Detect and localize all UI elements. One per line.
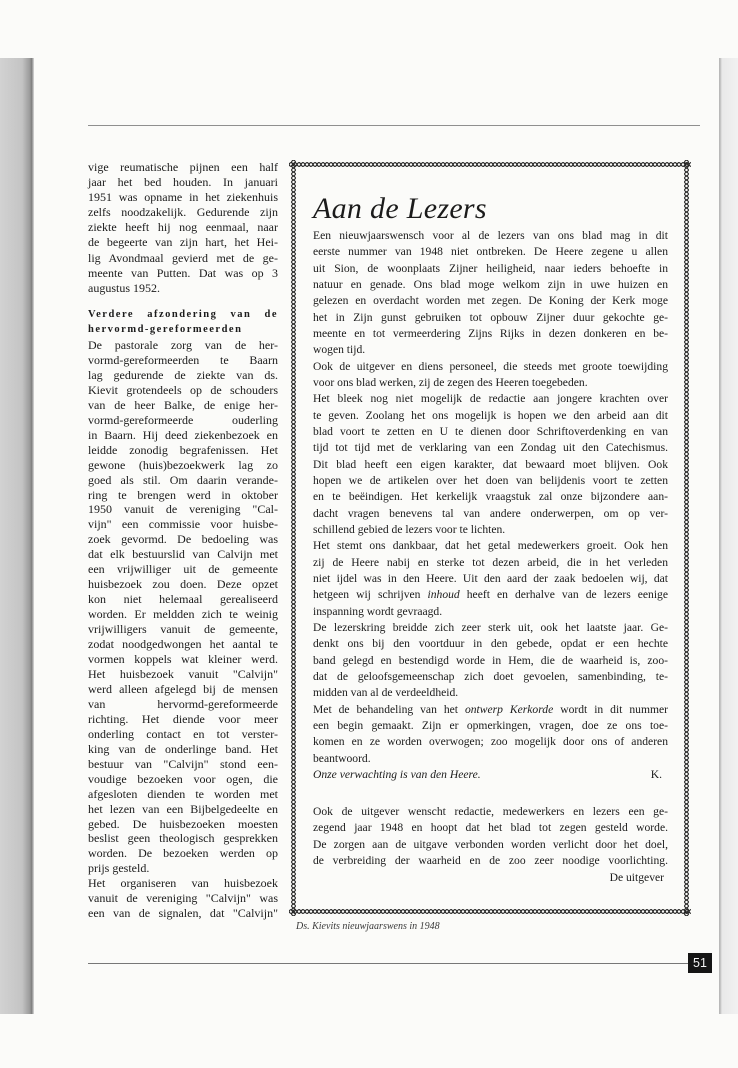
text-line: schillend gebied de lezers voor te lichten. <box>313 522 506 536</box>
text-line: onderling contact en tot verster- <box>88 726 278 741</box>
text-line: Verdere afzondering van de <box>88 309 278 320</box>
text-line: ziekte heeft hij nog eenmaal, naar <box>88 220 278 235</box>
border-right <box>682 160 691 916</box>
text-line: worden. Er meldden zich te weinig <box>88 607 278 622</box>
text-line: huisbezoek zou doen. Deze opzet <box>88 577 278 592</box>
text-line: dat elk bestuurslid van Calvijn met <box>88 547 278 562</box>
text-line: beantwoord. <box>313 751 371 765</box>
text-line: bestuur van "Calvijn" stond een- <box>88 756 278 771</box>
text-line: het in Zijn gunst gebruiken tot opbouw Zijner duur gekochte ge- <box>313 310 668 324</box>
paragraph <box>88 338 278 876</box>
text-segment: wordt in dit nummer <box>553 702 668 716</box>
figure-caption: Ds. Kievits nieuwjaarswens in 1948 <box>296 921 440 932</box>
text-line: vormd-gereformeerde ouderling <box>88 412 278 427</box>
text-line: een vrijwilliger uit de gemeente <box>88 562 278 577</box>
text-line: afgesloten dienden te worden met <box>88 786 278 801</box>
text-line: hopen we de artikelen over het doen van belijdenis voort te zetten <box>313 473 668 487</box>
publisher-note <box>313 804 668 886</box>
border-left <box>289 160 298 916</box>
text-line: niet ijdel was in den Heere. Uit den aard der zaak bedoelen wij, dat <box>313 571 668 585</box>
paragraph <box>313 228 668 359</box>
text-line: vanuit de vereniging "Calvijn" was <box>88 891 278 906</box>
closing-sentence: Onze verwachting is van den Heere. <box>313 767 481 781</box>
italic-text: ontwerp Kerkorde <box>464 702 554 716</box>
text-line <box>313 702 668 718</box>
text-line: vormen koppels wat kleiner werd. <box>88 652 278 667</box>
text-line: dacht vragen benevens tal van andere onderwerpen, om op ver- <box>313 506 668 520</box>
paragraph <box>313 620 668 702</box>
text-line: ring te brengen werd in oktober <box>88 487 278 502</box>
text-line: en te beëindigen. Het kerkelijk vraagstuk zal onze bijzondere aan- <box>313 490 668 504</box>
text-line: Het organiseren van huisbezoek <box>88 876 278 891</box>
text-line: worden. De bezoeken werden op <box>88 846 278 861</box>
text-line: augustus 1952. <box>88 280 160 295</box>
editorial-text <box>313 228 668 783</box>
text-line: Dit blad heeft een eigen karakter, dat bewaard moet blijven. Ook <box>313 457 668 471</box>
left-column-body <box>88 338 278 921</box>
text-line: king van de onderlinge band. Het <box>88 741 278 756</box>
text-line: gewone (huis)bezoekwerk lag zo <box>88 457 278 472</box>
text-line: werd alleen afgelegd bij de mensen <box>88 681 278 696</box>
text-line: Ook de uitgever en diens personeel, die steeds met groote toewijding <box>313 359 668 373</box>
text-line: voor ons blad werken, zij de zegen des Heeren toegebeden. <box>313 375 588 389</box>
editorial-paragraphs <box>313 228 668 767</box>
text-line: vijn" een commissie voor huisbe- <box>88 517 278 532</box>
text-line: Het stemt ons dankbaar, dat het getal medewerkers groeit. Ook hen <box>313 539 668 553</box>
text-line: meente van Putten. Dat was op 3 <box>88 265 278 280</box>
text-line: band gelegd en bestendigd worde in Hem, die de waarheid is, zoo- <box>313 653 668 667</box>
border-top <box>289 160 691 169</box>
text-line: de begeerte van zijn hart, het Hei- <box>88 235 278 250</box>
text-line: gebed. De huisbezoeken moesten <box>88 816 278 831</box>
text-line: de verbreiding der waarheid en de zoo zeer noodige voorlichting. <box>313 854 668 868</box>
section-heading <box>88 307 278 337</box>
text-line: Het huisbezoek vanuit "Calvijn" <box>88 666 278 681</box>
text-line: 1951 was opname in het ziekenhuis <box>88 190 278 205</box>
text-line: komen en ze worden overwogen; zoo mogelijk door ons of anderen <box>313 735 668 749</box>
text-line: Ook de uitgever wenscht redactie, medewerkers en lezers een ge- <box>313 805 668 818</box>
text-line: in Baarn. Hij deed ziekenbezoek en <box>88 427 278 442</box>
text-line: tijd tot tijd met de verklaring van een Zondag uit den Catechismus. <box>313 441 668 455</box>
text-line: van de heer Balke, de enige her- <box>88 397 278 412</box>
text-line: eerste nummer van 1948 niet ontbreken. De Heere zegene u allen <box>313 245 668 259</box>
text-line: De lezerskring breidde zich zeer sterk uit, ook het laatste jaar. Ge- <box>313 620 668 634</box>
text-line: leidde zonodig begrafenissen. Het <box>88 442 278 457</box>
text-line: blad voort te zetten en U te dienen door Schriftoverdenking en van <box>313 424 668 438</box>
text-segment: heeft en derhalve van de lezers eenige <box>459 588 669 602</box>
text-line: hervormd-gereformeerden <box>88 324 243 336</box>
bottom-rule <box>88 963 688 964</box>
text-line: gelezen en overdacht worden met zegen. De Koning der Kerk moge <box>313 294 668 308</box>
text-line: Kievit grotendeels op de schouders <box>88 382 278 397</box>
text-line: lig Avondmaal gevierd met de ge- <box>88 250 278 265</box>
text-line: prijs gesteld. <box>88 861 150 876</box>
paragraph <box>313 391 668 538</box>
paragraph <box>313 538 668 620</box>
text-line: uit Sion, de woonplaats Zijner heiligheid, naar ieders behoefte in <box>313 261 668 275</box>
text-line: inspanning wordt gevraagd. <box>313 604 443 618</box>
border-bottom <box>289 907 691 916</box>
text-line: zodat noodgedwongen het aantal te <box>88 637 278 652</box>
text-line: 1950 vanuit de vereniging "Cal- <box>88 502 278 517</box>
editorial-closing <box>313 767 668 783</box>
text-line: vormd-gereformeerden te Baarn <box>88 352 278 367</box>
text-line: het lezen van een Bijbelgedeelte en <box>88 801 278 816</box>
text-line: De zorgen aan de uitgave verbonden worden verlicht door het doel, <box>313 837 668 851</box>
publisher-signature: De uitgever <box>609 870 664 884</box>
top-rule <box>88 125 700 126</box>
text-line: vrijwilligers vanuit de gemeente, <box>88 622 278 637</box>
text-line: Het bleek nog niet mogelijk de redactie aan jongere krachten over <box>313 392 668 406</box>
text-line: van hervormd-gereformeerde <box>88 696 278 711</box>
paragraph <box>88 876 278 921</box>
text-line: wogen tijd. <box>313 343 366 357</box>
paragraph <box>313 359 668 392</box>
editor-initial: K. <box>650 767 662 781</box>
text-segment: Met de behandeling van het <box>313 702 465 716</box>
text-line: vige reumatische pijnen een half <box>88 160 278 174</box>
left-column-intro <box>88 160 278 296</box>
text-line: denkt ons bij den voortduur in den gebede, opdat er een hechte <box>313 637 668 651</box>
text-line: meente en tot vermeerdering Zijns Rijks in dezen donkeren en be- <box>313 326 668 340</box>
text-line: natuur en genade. Ons blad moge welkom zijn in uwe huizen en <box>313 277 668 291</box>
text-line: een begin gemaakt. Zijn er opmerkingen, vragen, doe ze ons toe- <box>313 718 668 732</box>
text-line: midden van al de verdeeldheid. <box>313 686 459 700</box>
text-line: kon niet helemaal gerealiseerd <box>88 592 278 607</box>
text-line: Een nieuwjaarswensch voor al de lezers van ons blad mag in dit <box>313 229 668 242</box>
text-line: zelfs noodzakelijk. Gedurende zijn <box>88 205 278 220</box>
text-line: zegend jaar 1948 en hoopt dat het blad tot zegen gesteld worde. <box>313 821 668 835</box>
text-line: lag gedurende de ziekte van ds. <box>88 367 278 382</box>
publisher-note-lines <box>313 804 668 870</box>
italic-text: inhoud <box>427 588 460 602</box>
text-line: jaar het bed houden. In januari <box>88 175 278 190</box>
page-gutter-shadow <box>0 58 34 1014</box>
text-line: te geven. Zoolang het ons mogelijk is hopen we den arbeid aan dit <box>313 408 668 422</box>
text-line: dat de geloofsgemeenschap zich doet gevoelen, samenbinding, te- <box>313 669 668 683</box>
text-line: beslist geen theologisch gesprekken <box>88 831 278 846</box>
page-edge <box>719 58 738 1014</box>
page-number: 51 <box>688 953 712 973</box>
text-line <box>313 587 668 603</box>
text-line: zij de Heere nabij en sterke tot dezen arbeid, die in het verleden <box>313 555 668 569</box>
text-line: De pastorale zorg van de her- <box>88 338 278 352</box>
notice-title: Aan de Lezers <box>313 192 487 225</box>
text-line: richting. Het diende voor meer <box>88 711 278 726</box>
text-line: voudige bezoeken voor ogen, die <box>88 771 278 786</box>
text-line: zoek gevormd. De bedoeling was <box>88 532 278 547</box>
text-segment: hetgeen wij schrijven <box>313 588 428 602</box>
text-line: een van de signalen, dat "Calvijn" <box>88 906 278 921</box>
text-line: goed als stil. Om daarin verande- <box>88 472 278 487</box>
paragraph <box>313 702 668 767</box>
